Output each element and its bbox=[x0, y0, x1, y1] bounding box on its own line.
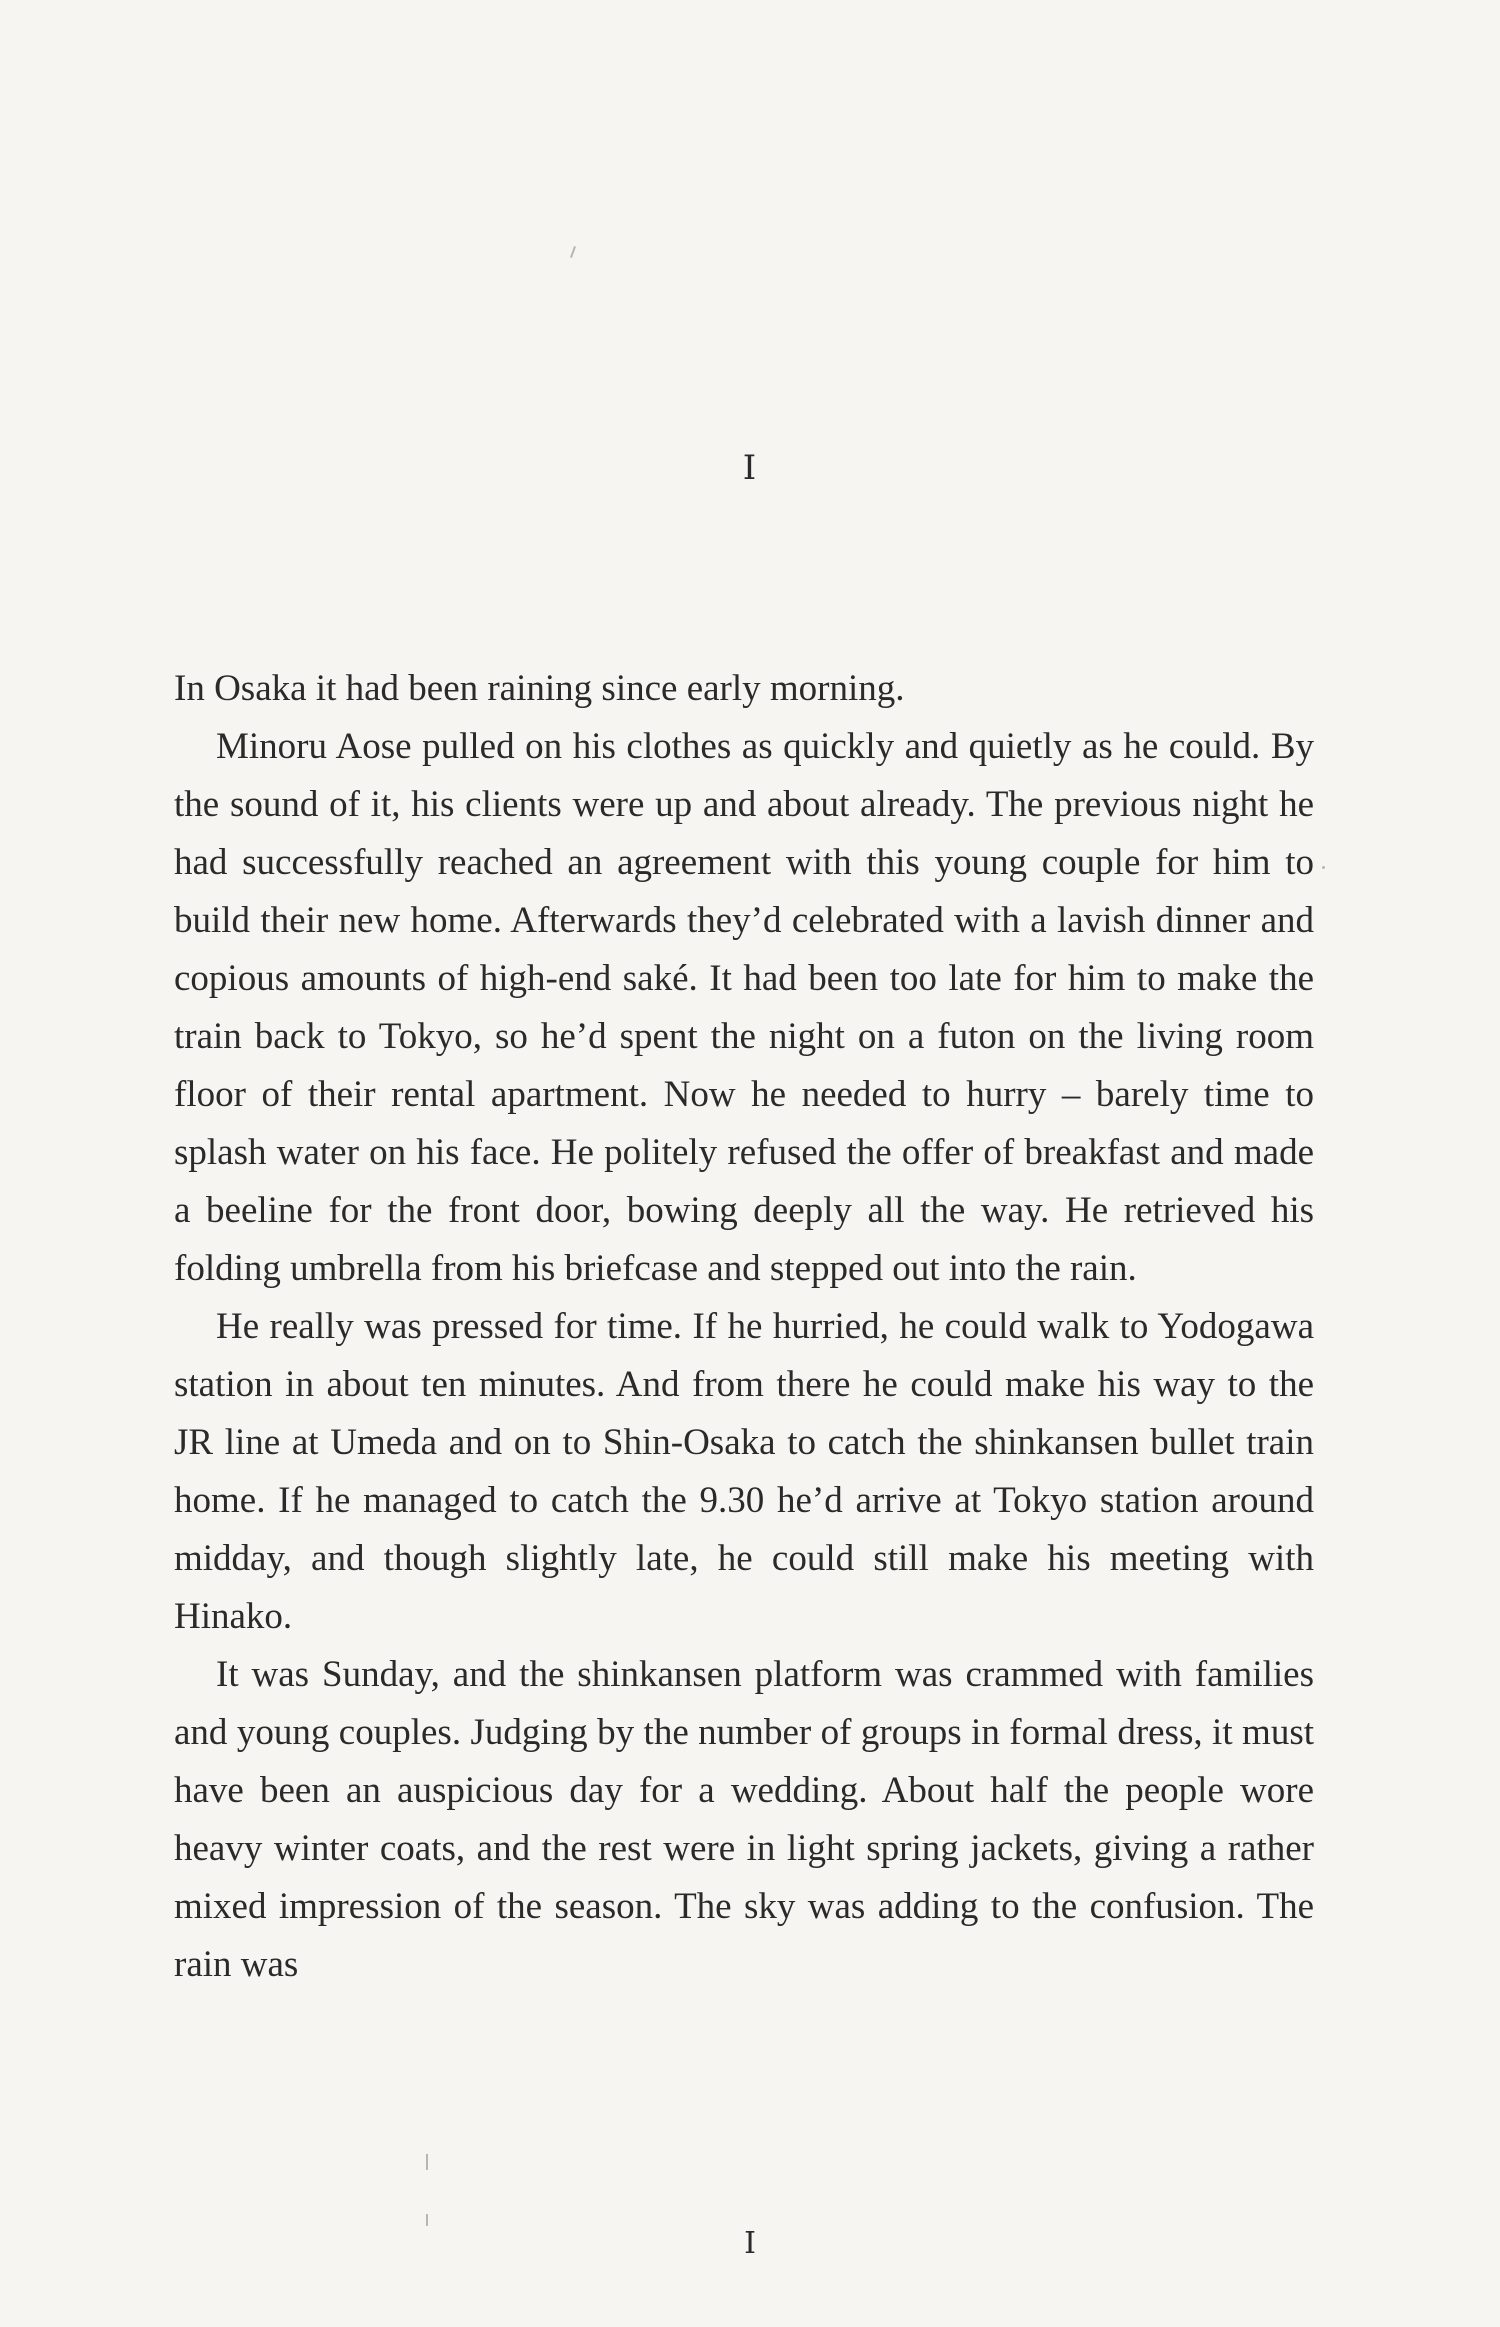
chapter-number: I bbox=[742, 448, 758, 488]
paragraph: Minoru Aose pulled on his clothes as quickly and quietly as he could. By the sound of it, his clients were up and about already. The previous night he had successfully reached an agreement with this young couple for him to build their new home. Afterwards they’d celebrated with a lavish dinner and copious amounts of high-end saké. It had been too late for him to make the train back to Tokyo, so he’d spent the night on a futon on the living room floor of their rental apartment. Now he needed to hurry – barely time to splash water on his face. He politely refused the offer of breakfast and made a beeline for the front door, bowing deeply all the way. He retrieved his folding umbrella from his briefcase and stepped out into the rain. bbox=[174, 726, 1314, 1289]
paragraph: It was Sunday, and the shinkansen platform was crammed with families and young couples. Judging by the number of groups in formal dress, it must have been an auspicious day for a wedding. About half the people wore heavy winter coats, and the rest were in light spring jackets, giving a rather mixed impression of the season. The sky was adding to the confusion. The rain was bbox=[174, 1654, 1314, 1985]
paper-speck bbox=[570, 246, 576, 258]
paper-speck bbox=[426, 2154, 428, 2170]
chapter-body bbox=[174, 660, 1314, 1994]
paragraph: He really was pressed for time. If he hurried, he could walk to Yodogawa station in about ten minutes. And from there he could make his way to the JR line at Umeda and on to Shin-Osaka to catch the shinkansen bullet train home. If he managed to catch the 9.30 he’d arrive at Tokyo station around midday, and though slightly late, he could still make his meeting with Hinako. bbox=[174, 1306, 1314, 1637]
paper-speck bbox=[1322, 866, 1325, 869]
paper-speck bbox=[426, 2214, 428, 2226]
page-number: I bbox=[744, 2226, 756, 2261]
paragraph: In Osaka it had been raining since early morning. bbox=[174, 668, 905, 709]
